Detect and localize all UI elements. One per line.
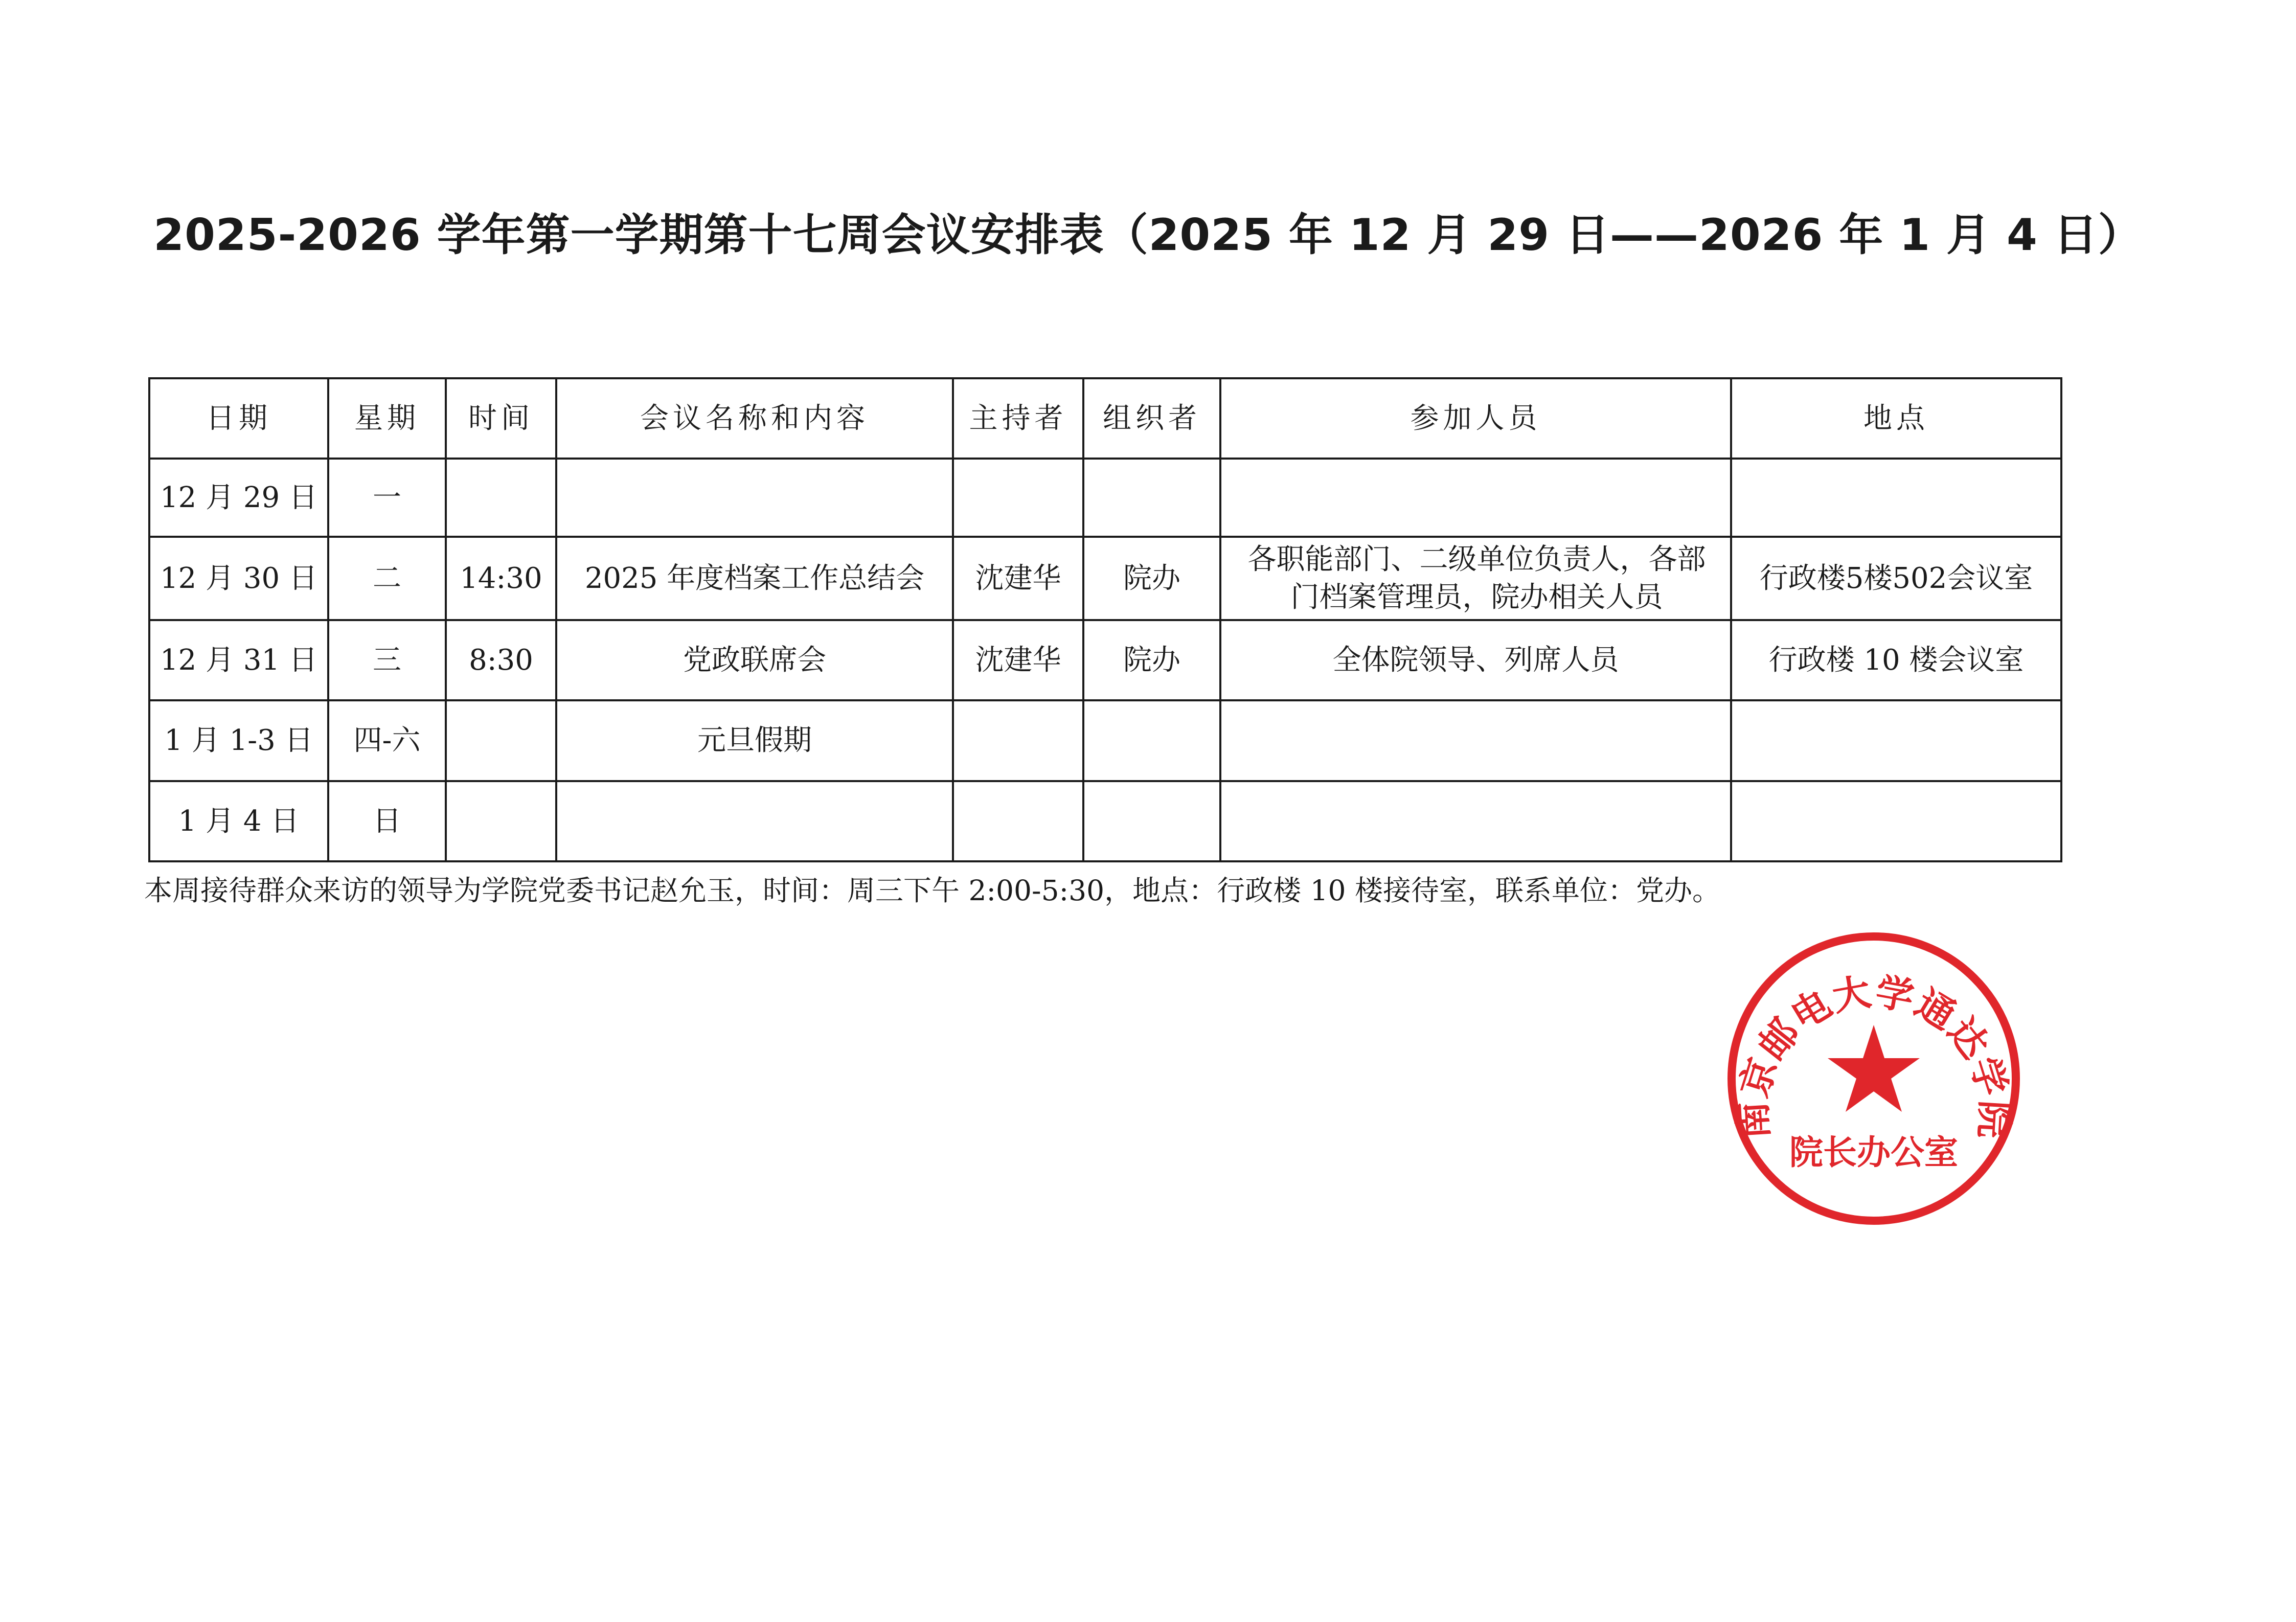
- table-header-row: [149, 378, 2061, 459]
- cell-host: [953, 781, 1083, 861]
- cell-weekday: 四-六: [328, 700, 446, 781]
- cell-date: 12 月 31 日: [149, 620, 328, 700]
- header-date: 日期: [149, 378, 328, 459]
- cell-host: 沈建华: [953, 620, 1083, 700]
- cell-organizer: [1083, 459, 1220, 537]
- cell-meeting: 元旦假期: [556, 700, 953, 781]
- cell-organizer: 院办: [1083, 537, 1220, 620]
- meeting-schedule-table: [148, 377, 2062, 862]
- header-host: 主持者: [953, 378, 1083, 459]
- cell-date: 1 月 4 日: [149, 781, 328, 861]
- header-time: 时间: [446, 378, 556, 459]
- cell-time: 8:30: [446, 620, 556, 700]
- cell-meeting: [556, 459, 953, 537]
- cell-location: 行政楼5楼502会议室: [1731, 537, 2061, 620]
- cell-weekday: 一: [328, 459, 446, 537]
- table-row: [149, 537, 2061, 620]
- cell-meeting: 党政联席会: [556, 620, 953, 700]
- cell-attendees: [1220, 459, 1731, 537]
- seal-ring-textpath: 南京邮电大学通达学院: [1731, 969, 2017, 1141]
- official-seal: [1723, 928, 2025, 1229]
- cell-meeting: [556, 781, 953, 861]
- cell-meeting: 2025 年度档案工作总结会: [556, 537, 953, 620]
- table-row: [149, 781, 2061, 861]
- table-row: [149, 700, 2061, 781]
- cell-attendees: 全体院领导、列席人员: [1220, 620, 1731, 700]
- table-row: [149, 459, 2061, 537]
- cell-attendees: [1220, 781, 1731, 861]
- cell-time: [446, 459, 556, 537]
- reception-note: 本周接待群众来访的领导为学院党委书记赵允玉，时间：周三下午 2:00-5:30，地点：行政楼 10 楼接待室，联系单位：党办。: [144, 874, 1721, 907]
- cell-weekday: 二: [328, 537, 446, 620]
- table-row: [149, 620, 2061, 700]
- cell-host: [953, 700, 1083, 781]
- cell-attendees: 各职能部门、二级单位负责人，各部门档案管理员，院办相关人员: [1220, 537, 1731, 620]
- cell-location: [1731, 700, 2061, 781]
- header-attendees: 参加人员: [1220, 378, 1731, 459]
- header-weekday: 星期: [328, 378, 446, 459]
- cell-organizer: [1083, 781, 1220, 861]
- cell-date: 1 月 1-3 日: [149, 700, 328, 781]
- cell-date: 12 月 30 日: [149, 537, 328, 620]
- cell-time: 14:30: [446, 537, 556, 620]
- cell-location: [1731, 459, 2061, 537]
- cell-time: [446, 781, 556, 861]
- cell-weekday: 日: [328, 781, 446, 861]
- cell-organizer: 院办: [1083, 620, 1220, 700]
- cell-host: 沈建华: [953, 537, 1083, 620]
- cell-host: [953, 459, 1083, 537]
- cell-date: 12 月 29 日: [149, 459, 328, 537]
- header-organizer: 组织者: [1083, 378, 1220, 459]
- cell-location: [1731, 781, 2061, 861]
- star-icon: [1828, 1025, 1920, 1112]
- seal-center-text: 院长办公室: [1789, 1133, 1958, 1172]
- cell-location: 行政楼 10 楼会议室: [1731, 620, 2061, 700]
- cell-weekday: 三: [328, 620, 446, 700]
- header-meeting: 会议名称和内容: [556, 378, 953, 459]
- header-location: 地点: [1731, 378, 2061, 459]
- cell-time: [446, 700, 556, 781]
- cell-attendees: [1220, 700, 1731, 781]
- cell-organizer: [1083, 700, 1220, 781]
- page-title: 2025-2026 学年第一学期第十七周会议安排表（2025 年 12 月 29 日——2026 年 1 月 4 日）: [153, 210, 2143, 261]
